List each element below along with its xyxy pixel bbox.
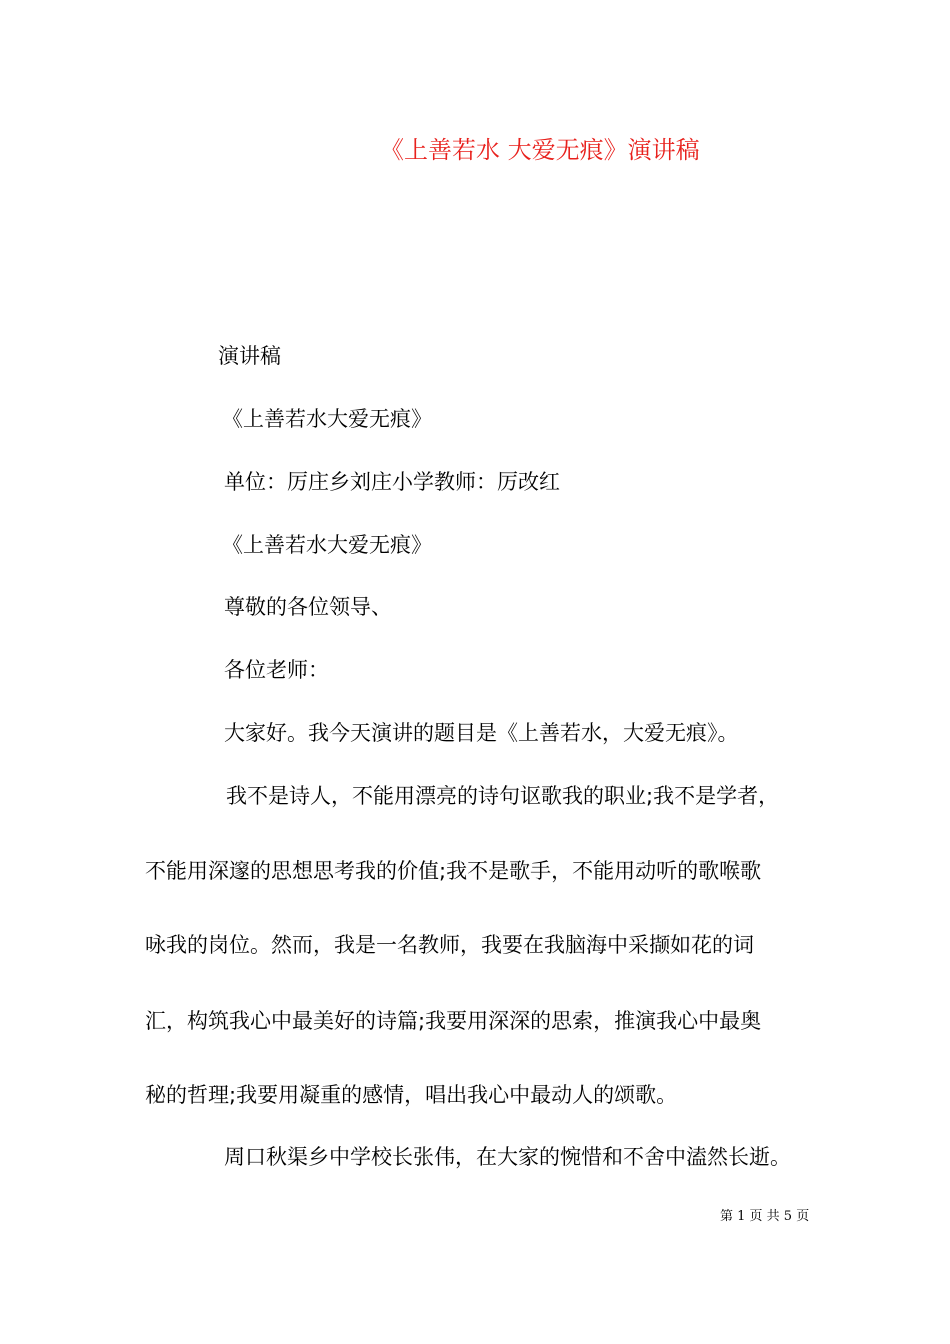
paragraph-line: 汇，构筑我心中最美好的诗篇;我要用深深的思索，推演我心中最奥 <box>145 1009 762 1033</box>
document-title: 《上善若水 大爱无痕》演讲稿 <box>380 136 700 164</box>
paragraph-line: 周口秋渠乡中学校长张伟，在大家的惋惜和不舍中溘然长逝。 <box>224 1145 791 1169</box>
page-number: 第 1 页 共 5 页 <box>720 1209 810 1224</box>
paragraph-line: 《上善若水大爱无痕》 <box>222 533 432 557</box>
paragraph-line: 单位：厉庄乡刘庄小学教师：厉改红 <box>224 470 560 494</box>
paragraph-line: 演讲稿 <box>218 344 281 368</box>
paragraph-line: 咏我的岗位。然而，我是一名教师，我要在我脑海中采撷如花的词 <box>145 933 754 957</box>
paragraph-line: 《上善若水大爱无痕》 <box>222 407 432 431</box>
paragraph-line: 不能用深邃的思想思考我的价值;我不是歌手，不能用动听的歌喉歌 <box>145 859 762 883</box>
paragraph-line: 尊敬的各位领导、 <box>224 595 392 619</box>
paragraph-line: 各位老师： <box>224 658 329 682</box>
paragraph-line: 大家好。我今天演讲的题目是《上善若水，大爱无痕》。 <box>224 721 739 745</box>
paragraph-line: 我不是诗人，不能用漂亮的诗句讴歌我的职业;我不是学者， <box>226 784 780 808</box>
paragraph-line: 秘的哲理;我要用凝重的感情，唱出我心中最动人的颂歌。 <box>145 1083 678 1107</box>
